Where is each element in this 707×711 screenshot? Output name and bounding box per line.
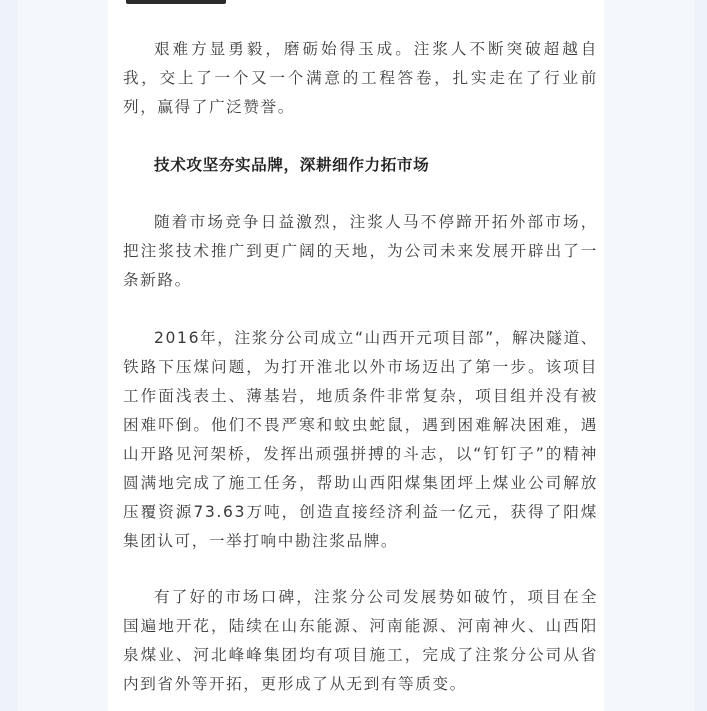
paragraph-shanxi-project: 2016年，注浆分公司成立“山西开元项目部”，解决隧道、铁路下压煤问题，为打开淮北以外市场迈出了第一步。该项目工作面浅表土、薄基岩，地质条件非常复杂，项目组并没有被困难吓倒。他们不畏严寒和蚊虫蛇鼠，遇到困难解决困难，遇山开路见河架桥，发挥出顽强拼搏的斗志，以“钉钉子”的精神圆满地完成了施工任务，帮助山西阳煤集团坪上煤业公司解放压覆资源73.63万吨，创造直接经济利益一亿元，获得了阳煤集团认可，一举打响中勘注浆品牌。 [123, 329, 598, 550]
section-heading: 技术攻坚夯实品牌，深耕细作力拓市场 [154, 156, 430, 174]
paragraph-nationwide-projects: 有了好的市场口碑，注浆分公司发展势如破竹，项目在全国遍地开花，陆续在山东能源、河南能源、河南神火、山西阳泉煤业、河北峰峰集团均有项目施工，完成了注浆分公司从省内到省外等开拓，更形成了从无到有等质变。 [123, 588, 598, 693]
paragraph-perseverance: 艰难方显勇毅，磨砺始得玉成。注浆人不断突破超越自我，交上了一个又一个满意的工程答卷，扎实走在了行业前列，赢得了广泛赞誉。 [123, 40, 598, 116]
right-margin-panel [604, 0, 694, 711]
article-body [108, 0, 604, 711]
left-margin-panel [18, 0, 108, 711]
cropped-text-line [126, 0, 226, 4]
paragraph-market-expansion: 随着市场竞争日益激烈，注浆人马不停蹄开拓外部市场，把注浆技术推广到更广阔的天地，为公司未来发展开辟出了一条新路。 [123, 213, 598, 289]
